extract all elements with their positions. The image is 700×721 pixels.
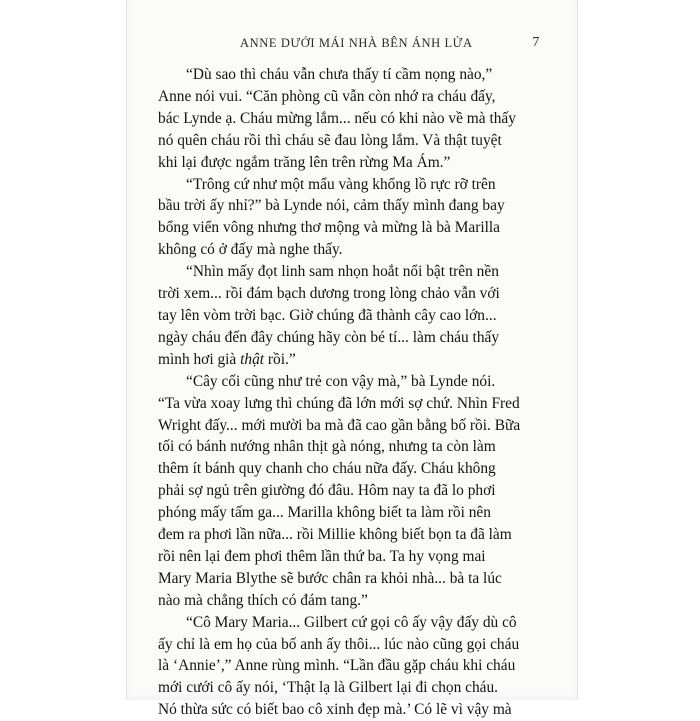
book-page: [126, 0, 578, 719]
paragraph: [158, 261, 530, 371]
paragraph-text: rồi.”: [264, 350, 296, 368]
page-header: [127, 36, 577, 54]
page-number: 7: [532, 35, 540, 50]
paragraph: “Trông cứ như một mẩu vàng khổng lồ rực rỡ trên bầu trời ấy nhỉ?” bà Lynde nói, cảm thấy mình đang bay bổng viển vông nhưng thơ mộng và mừng là bà Marilla không có ở đấy mà nghe thấy.: [158, 175, 505, 259]
paragraph: “Dù sao thì cháu vẫn chưa thấy tí cầm nọng nào,” Anne nói vui. “Căn phòng cũ vẫn còn nhớ ra cháu đấy, bác Lynde ạ. Cháu mừng lắm... nếu có khi nào về mà thấy nó quên cháu rồi thì cháu sẽ đau lòng lắm. Và thật tuyệt khi lại được ngắm trăng lên trên rừng Ma Ám.”: [158, 66, 516, 171]
body-text: [158, 64, 530, 721]
running-title: ANNE DƯỚI MÁI NHÀ BÊN ÁNH LỬA: [240, 36, 473, 50]
paragraph: “Cây cối cũng như trẻ con vậy mà,” bà Lynde nói. “Ta vừa xoay lưng thì chúng đã lớn mới sợ chứ. Nhìn Fred Wright đấy... mới mười ba mà đã cao gần bằng bố rồi. Bữa tối có bánh nướng nhân thịt gà nóng, nhưng ta còn làm thêm ít bánh quy chanh cho cháu nữa đấy. Cháu không phải sợ ngủ trên giường đó đâu. Hôm nay ta đã lo phơi phóng mấy tấm ga... Marilla không biết ta làm rồi nên đem ra phơi lần nữa... rồi Millie không biết bọn ta đã làm rồi nên lại đem phơi thêm lần thứ ba. Ta hy vọng mai Mary Maria Blythe sẽ bước chân ra khỏi nhà... bà ta lúc nào mà chẳng thích có đám tang.”: [158, 372, 521, 609]
paragraph: “Cô Mary Maria... Gilbert cứ gọi cô ấy vậy đấy dù cô ấy chỉ là em họ của bố anh ấy thôi... lúc nào cũng gọi cháu là ‘Annie’,” Anne rùng mình. “Lần đầu gặp cháu khi cháu mới cưới cô ấy nói, ‘Thật lạ là Gilbert lại đi chọn cháu. Nó thừa sức có biết bao cô xinh đẹp mà.’ Có lẽ vì vậy mà: [158, 613, 520, 719]
paragraph-text: “Nhìn mấy đọt linh sam nhọn hoắt nổi bật trên nền trời xem... rồi đám bạch dương trong lòng chảo vẫn với tay lên vòm trời bạc. Giờ chúng đã thành cây cao lớn... ngày cháu đến đây chúng hãy còn bé tí... làm cháu thấy mình hơi già: [158, 263, 500, 368]
emphasis-word: thật: [240, 350, 265, 368]
